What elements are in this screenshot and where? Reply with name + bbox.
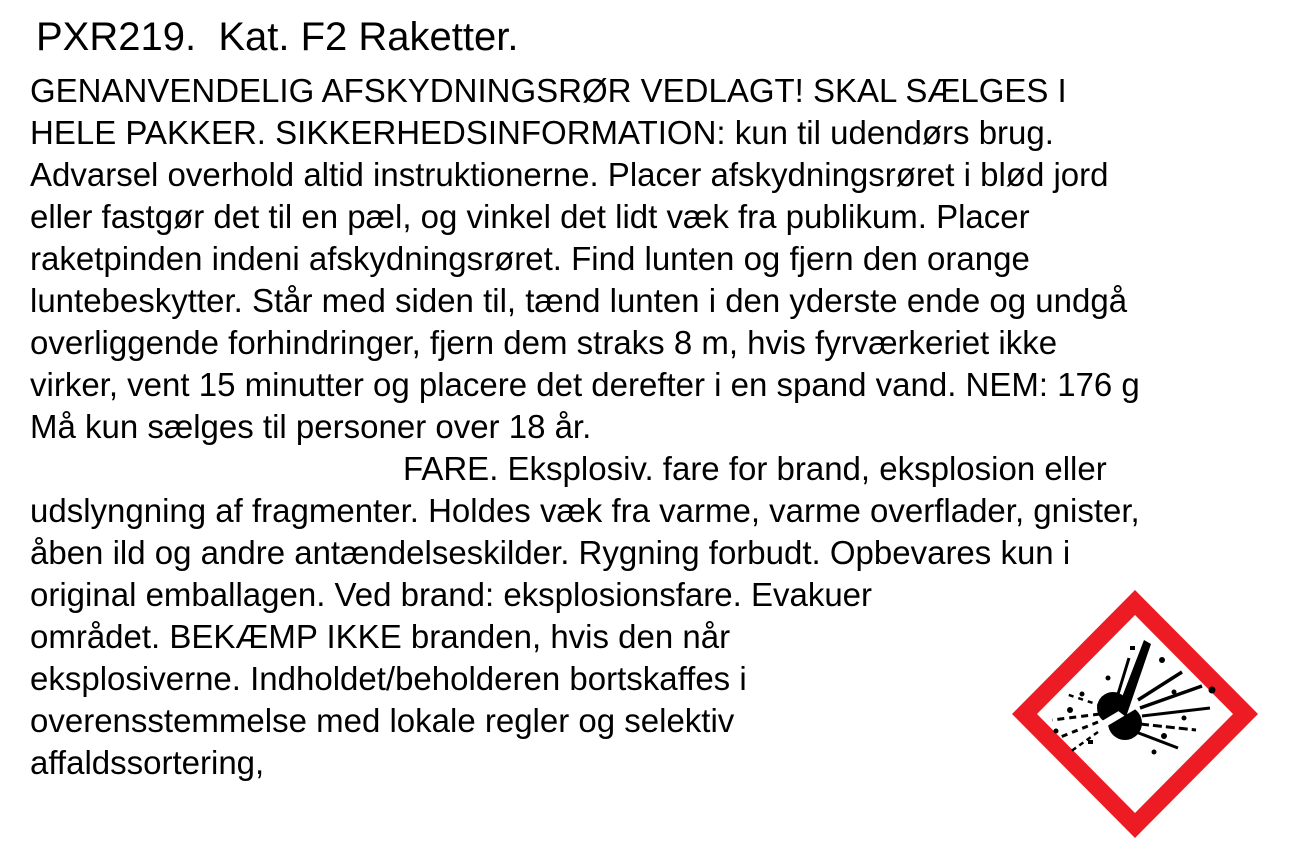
label-line: Må kun sælges til personer over 18 år. xyxy=(30,408,592,445)
label-body xyxy=(30,70,1140,784)
label-line: raketpinden indeni afskydningsrøret. Find lunten og fjern den orange xyxy=(30,240,1030,277)
product-title: PXR219. Kat. F2 Raketter. xyxy=(36,15,519,59)
label-line: HELE PAKKER. SIKKERHEDSINFORMATION: kun til udendørs brug. xyxy=(30,114,1054,151)
label-line: Advarsel overhold altid instruktionerne. Placer afskydningsrøret i blød jord xyxy=(30,156,1109,193)
ghs01-exploding-bomb-icon xyxy=(1012,590,1258,838)
label-line: eksplosiverne. Indholdet/beholderen bortskaffes i xyxy=(30,660,747,697)
label-line: affaldssortering, xyxy=(30,744,265,781)
label-line: eller fastgør det til en pæl, og vinkel det lidt væk fra publikum. Placer xyxy=(30,198,1030,235)
label-line: luntebeskytter. Står med siden til, tænd lunten i den yderste ende og undgå xyxy=(30,282,1128,319)
label-line: overliggende forhindringer, fjern dem straks 8 m, hvis fyrværkeriet ikke xyxy=(30,324,1058,361)
label-line: åben ild og andre antændelseskilder. Rygning forbudt. Opbevares kun i xyxy=(30,534,1071,571)
label-line: området. BEKÆMP IKKE branden, hvis den når xyxy=(30,618,731,655)
label-line: udslyngning af fragmenter. Holdes væk fra varme, varme overflader, gnister, xyxy=(30,492,1140,529)
label-line: overensstemmelse med lokale regler og selektiv xyxy=(30,702,735,739)
label-line: virker, vent 15 minutter og placere det derefter i en spand vand. NEM: 176 g xyxy=(30,366,1140,403)
label-line: GENANVENDELIG AFSKYDNINGSRØR VEDLAGT! SKAL SÆLGES I xyxy=(30,72,1067,109)
label-line: original emballagen. Ved brand: eksplosionsfare. Evakuer xyxy=(30,576,873,613)
label-line-hazard-start: FARE. Eksplosiv. fare for brand, eksplosion eller xyxy=(403,450,1107,487)
